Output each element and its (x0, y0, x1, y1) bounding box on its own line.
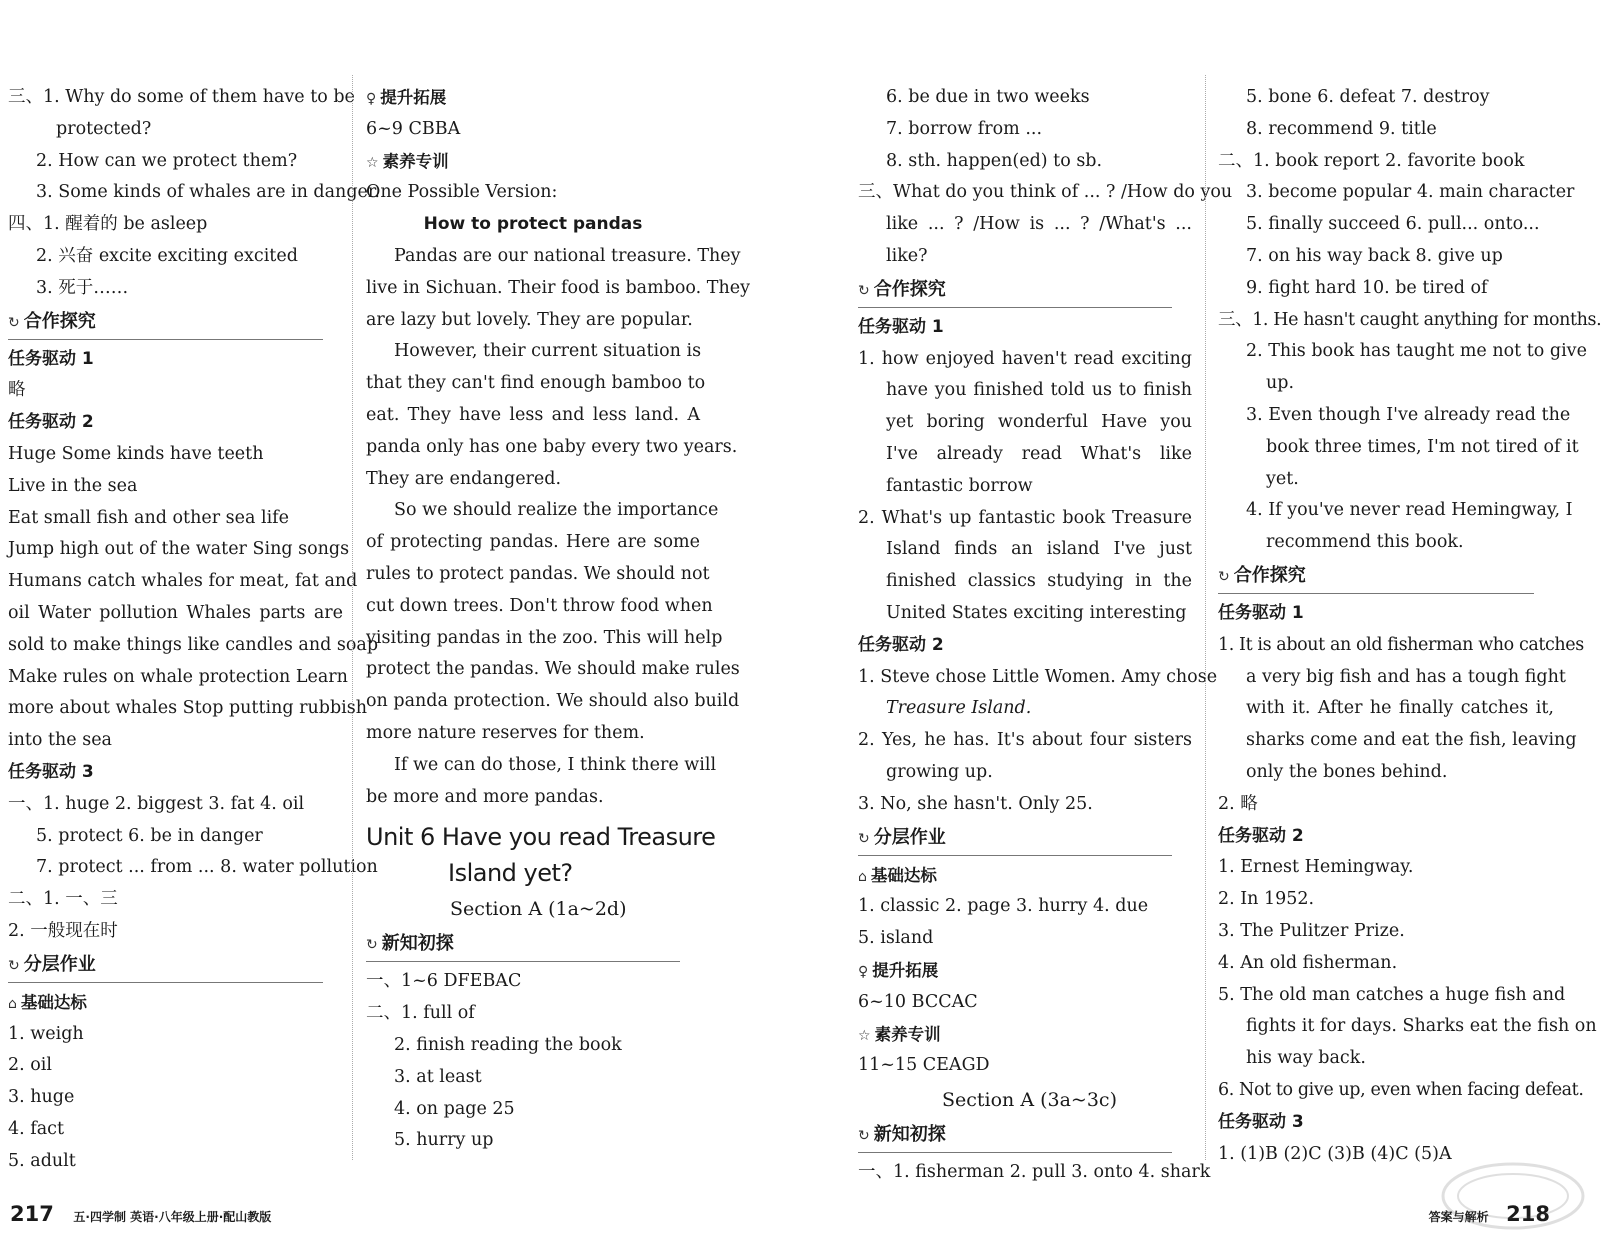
answer-line: 1. weigh (8, 1023, 84, 1044)
section-title: Section A (3a~3c) (942, 1089, 1117, 1112)
section-header-fenceng: ↻ 分层作业 (858, 821, 1172, 856)
answer-line: One Possible Version: (366, 182, 558, 203)
answer-line: 7. on his way back 8. give up (1246, 245, 1503, 266)
answer-line: 二、1. book report 2. favorite book (1218, 150, 1525, 171)
answer-line: a very big fish and has a tough fight (1246, 666, 1566, 687)
essay-line: visiting pandas in the zoo. This will help (366, 627, 723, 648)
lock-icon: ⌂ (858, 868, 867, 885)
answer-line: United States exciting interesting (886, 602, 1187, 623)
answer-line: 6. Not to give up, even when facing defeat. (1218, 1079, 1584, 1100)
cycle-icon: ↻ (1218, 568, 1230, 585)
essay-line: panda only has one baby every two years. (366, 436, 738, 457)
answer-line: 3. The Pulitzer Prize. (1218, 920, 1405, 941)
answer-line: fights it for days. Sharks eat the fish on (1246, 1016, 1597, 1037)
section-header-fenceng: ↻ 分层作业 (8, 948, 323, 983)
essay-line: If we can do those, I think there will (394, 754, 717, 775)
answer-line: Eat small fish and other sea life (8, 507, 290, 528)
answer-line: 3. 死于…… (36, 277, 129, 298)
answer-line: Island finds an island I've just (886, 539, 1192, 560)
answer-line: 7. borrow from ... (886, 118, 1043, 139)
answer-line: sharks come and eat the fish, leaving (1246, 730, 1577, 751)
answer-line: up. (1266, 373, 1295, 394)
essay-line: They are endangered. (366, 468, 562, 489)
answer-line: 二、1. 一、三 (8, 889, 118, 910)
answer-line: 四、1. 醒着的 be asleep (8, 214, 208, 235)
answer-line: 4. An old fisherman. (1218, 952, 1398, 973)
answer-line: I've already read What's like (886, 443, 1192, 464)
star-icon: ☆ (366, 154, 379, 171)
section-header-xinzhi: ↻ 新知初探 (858, 1118, 1172, 1153)
answer-line: 5. adult (8, 1150, 76, 1171)
essay-title: How to protect pandas (423, 214, 643, 235)
answer-line: Humans catch whales for meat, fat and (8, 571, 358, 592)
answer-line: 8. recommend 9. title (1246, 118, 1437, 139)
answer-line: 略 (8, 380, 26, 401)
answer-line: 1. classic 2. page 3. hurry 4. due (858, 896, 1149, 917)
answer-line: Huge Some kinds have teeth (8, 443, 264, 464)
answer-line: 5. island (858, 928, 934, 949)
section-header-hezuo: ↻ 合作探究 (8, 305, 323, 340)
section-header-hezuo: ↻ 合作探究 (1218, 559, 1534, 594)
answer-line: 4. on page 25 (394, 1098, 515, 1119)
task-heading: 任务驱动 3 (1218, 1111, 1304, 1132)
answer-line: 3. become popular 4. main character (1246, 182, 1575, 203)
answer-line: 三、What do you think of ... ? /How do you (858, 182, 1233, 203)
section-header-hezuo: ↻ 合作探究 (858, 273, 1172, 308)
task-heading: 任务驱动 1 (1218, 602, 1304, 623)
answer-line: 3. Even though I've already read the (1246, 404, 1571, 425)
essay-line: However, their current situation is (394, 341, 702, 362)
answer-line: 2. In 1952. (1218, 889, 1315, 910)
footer-left (10, 1202, 271, 1226)
cycle-icon: ↻ (858, 1128, 870, 1145)
answer-line: like ... ? /How is ... ? /What's ... (886, 214, 1192, 235)
cycle-icon: ↻ (8, 957, 20, 974)
answer-line: 1. how enjoyed haven't read exciting (858, 348, 1192, 369)
answer-line: 9. fight hard 10. be tired of (1246, 277, 1488, 298)
answer-line: 5. hurry up (394, 1130, 494, 1151)
lightbulb-icon: ♀ (366, 91, 377, 107)
answer-line: 8. sth. happen(ed) to sb. (886, 150, 1103, 171)
answer-line: 2. 一般现在时 (8, 920, 118, 941)
answer-line: protected? (56, 118, 152, 139)
answer-line: 一、1. fisherman 2. pull 3. onto 4. shark (858, 1162, 1211, 1183)
answer-line: 2. oil (8, 1055, 52, 1076)
answer-line: 7. protect ... from ... 8. water pollution (36, 857, 378, 878)
subheading-suyang: ☆ 素养专训 (858, 1024, 941, 1044)
answer-line: sold to make things like candles and soap (8, 634, 379, 655)
right-page (800, 0, 1600, 1244)
essay-line: live in Sichuan. Their food is bamboo. They (366, 277, 750, 298)
answer-line: his way back. (1246, 1048, 1366, 1069)
answer-line: 5. The old man catches a huge fish and (1218, 984, 1566, 1005)
essay-line: rules to protect pandas. We should not (366, 563, 710, 584)
answer-line: 6~10 BCCAC (858, 991, 978, 1012)
section-title: Section A (1a~2d) (450, 898, 627, 921)
unit-title-line-2: Island yet? (448, 859, 573, 888)
answer-line: 4. fact (8, 1118, 65, 1139)
subheading-jichu: ⌂ 基础达标 (8, 992, 87, 1012)
answer-line: 2. 略 (1218, 793, 1258, 814)
watermark-logo (1438, 1156, 1588, 1236)
subheading-jichu: ⌂ 基础达标 (858, 865, 937, 885)
book-title: 五·四学制 英语·八年级上册·配山教版 (73, 1210, 272, 1224)
answer-line: have you finished told us to finish (886, 380, 1192, 401)
answer-line: into the sea (8, 730, 112, 751)
answer-line: yet boring wonderful Have you (886, 412, 1192, 433)
answer-line: Treasure Island. (886, 698, 1032, 719)
answer-line: 5. finally succeed 6. pull... onto... (1246, 214, 1540, 235)
column-4 (1218, 82, 1601, 1170)
page-number: 217 (10, 1202, 54, 1226)
answer-line: 1. It is about an old fisherman who catches (1218, 634, 1584, 655)
cycle-icon: ↻ (858, 830, 870, 847)
answer-line: book three times, I'm not tired of it (1266, 436, 1579, 457)
answer-line: 1. Steve chose Little Women. Amy chose (858, 666, 1218, 687)
unit-title-line-1: Unit 6 Have you read Treasure (366, 823, 716, 852)
answer-line: Live in the sea (8, 475, 138, 496)
answer-line: 6~9 CBBA (366, 118, 461, 139)
answer-line: 1. (1)B (2)C (3)B (4)C (5)A (1218, 1143, 1452, 1164)
essay-line: be more and more pandas. (366, 786, 604, 807)
answer-line: fantastic borrow (886, 475, 1033, 496)
answer-line: 11~15 CEAGD (858, 1055, 990, 1076)
answer-line: Jump high out of the water Sing songs (8, 539, 350, 560)
answer-line: 4. If you've never read Hemingway, I (1246, 500, 1573, 521)
answer-line: oil Water pollution Whales parts are (8, 602, 343, 623)
essay-line: that they can't find enough bamboo to (366, 373, 706, 394)
answer-line: 5. protect 6. be in danger (36, 825, 263, 846)
task-heading: 任务驱动 1 (858, 316, 944, 337)
star-icon: ☆ (858, 1027, 871, 1044)
essay-line: cut down trees. Don't throw food when (366, 595, 713, 616)
essay-line: Pandas are our national treasure. They (394, 245, 741, 266)
answer-line: 6. be due in two weeks (886, 87, 1090, 107)
answer-line: growing up. (886, 761, 993, 782)
answer-line: with it. After he finally catches it, (1246, 698, 1554, 719)
column-divider (352, 75, 353, 1160)
answer-line: 3. at least (394, 1066, 482, 1087)
answer-line: only the bones behind. (1246, 761, 1448, 782)
task-heading: 任务驱动 3 (8, 761, 94, 782)
task-heading: 任务驱动 2 (858, 634, 944, 655)
column-3 (858, 82, 1233, 1189)
answer-line: recommend this book. (1266, 532, 1464, 553)
column-1 (8, 82, 380, 1178)
answer-line: 三、1. Why do some of them have to be (8, 87, 355, 107)
cycle-icon: ↻ (8, 314, 20, 331)
essay-line: are lazy but lovely. They are popular. (366, 309, 693, 330)
task-heading: 任务驱动 2 (8, 412, 94, 433)
essay-line: more nature reserves for them. (366, 722, 645, 743)
task-heading: 任务驱动 2 (1218, 825, 1304, 846)
answer-line: 三、1. He hasn't caught anything for months. (1218, 309, 1601, 330)
answer-line: more about whales Stop putting rubbish (8, 698, 368, 719)
cycle-icon: ↻ (366, 937, 378, 954)
section-header-xinzhi: ↻ 新知初探 (366, 927, 680, 962)
cycle-icon: ↻ (858, 282, 870, 299)
answer-line: yet. (1266, 468, 1299, 489)
answer-line: 5. bone 6. defeat 7. destroy (1246, 87, 1490, 107)
subheading-tisheng: ♀ 提升拓展 (366, 88, 447, 107)
essay-line: of protecting pandas. Here are some (366, 532, 700, 553)
essay-line: eat. They have less and less land. A (366, 404, 700, 425)
answer-line: 2. Yes, he has. It's about four sisters (858, 730, 1192, 751)
answer-line: 3. Some kinds of whales are in danger. (36, 182, 380, 203)
answer-line: finished classics studying in the (886, 571, 1192, 592)
answer-line: 2. finish reading the book (394, 1034, 622, 1055)
answer-line: 一、1. huge 2. biggest 3. fat 4. oil (8, 793, 305, 814)
left-page (0, 0, 800, 1244)
lock-icon: ⌂ (8, 995, 17, 1012)
essay-line: So we should realize the importance (394, 500, 719, 521)
essay-line: on panda protection. We should also build (366, 691, 740, 712)
answer-line: 二、1. full of (366, 1003, 475, 1024)
answer-line: 1. Ernest Hemingway. (1218, 857, 1414, 878)
answer-line: 2. 兴奋 excite exciting excited (36, 245, 298, 266)
answer-line: like? (886, 245, 928, 266)
subheading-suyang: ☆ 素养专训 (366, 151, 449, 171)
column-divider (1205, 75, 1206, 1160)
essay-line: protect the pandas. We should make rules (366, 659, 740, 680)
answer-line: 2. What's up fantastic book Treasure (858, 507, 1192, 528)
answer-line: 3. No, she hasn't. Only 25. (858, 793, 1093, 814)
answer-line: 一、1~6 DFEBAC (366, 971, 522, 992)
answer-line: Make rules on whale protection Learn (8, 666, 348, 687)
page-number: 218 (1506, 1202, 1550, 1226)
answer-line: 2. This book has taught me not to give (1246, 341, 1587, 362)
subheading-tisheng: ♀ 提升拓展 (858, 960, 939, 980)
footer-label: 答案与解析 (1428, 1210, 1489, 1224)
column-2 (366, 82, 750, 1157)
answer-line: 3. huge (8, 1087, 75, 1108)
answer-line: 2. How can we protect them? (36, 150, 298, 171)
lightbulb-icon: ♀ (858, 963, 869, 980)
task-heading: 任务驱动 1 (8, 348, 94, 369)
